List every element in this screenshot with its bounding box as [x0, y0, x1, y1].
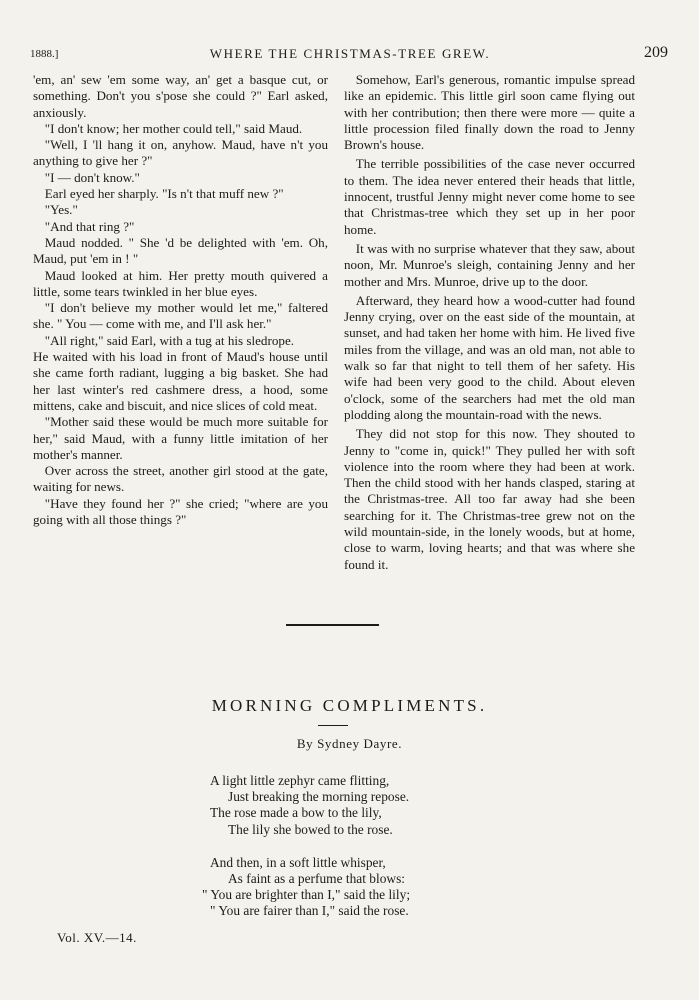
- left-column: [33, 72, 328, 528]
- poem-line: The lily she bowed to the rose.: [228, 821, 393, 837]
- paragraph: Over across the street, another girl stood at the gate, waiting for news.: [33, 463, 328, 495]
- poem-line: A light little zephyr came flitting,: [210, 773, 390, 788]
- paragraph: "I don't believe my mother would let me," faltered she. " You — come with me, and I'll ask her.": [33, 300, 328, 332]
- poem-line: The rose made a bow to the lily,: [210, 805, 382, 821]
- paragraph: "Mother said these would be much more suitable for her," said Maud, with a funny little imitation of her mother's manner.: [33, 414, 328, 462]
- paragraph: "I — don't know.": [44, 169, 140, 185]
- header-title: WHERE THE CHRISTMAS-TREE GREW.: [209, 46, 491, 61]
- header-year: 1888.]: [30, 48, 59, 60]
- paragraph: "Yes.": [44, 202, 78, 218]
- paragraph: 'em, an' sew 'em some way, an' get a basque cut, or something. Don't you s'pose she could ?" Earl asked, anxiously.: [33, 72, 328, 120]
- page-number: 209: [644, 44, 668, 61]
- paragraph: "And that ring ?": [44, 218, 135, 234]
- paragraph: He waited with his load in front of Maud's house until she came forth radiant, lugging a big basket. She had her last winter's red cashmere dress, a hood, some mittens, cake and biscuit, and nice slices of cold meat.: [33, 349, 328, 413]
- poem-line: " You are fairer than I," said the rose.: [210, 903, 409, 919]
- paragraph: Maud nodded. " She 'd be delighted with 'em. Oh, Maud, put 'em in ! ": [33, 234, 328, 267]
- paragraph: "I don't know; her mother could tell," said Maud.: [44, 120, 303, 136]
- paragraph: Earl eyed her sharply. "Is n't that muff new ?": [44, 186, 284, 202]
- section-divider: [286, 624, 379, 626]
- poem-line: As faint as a perfume that blows:: [228, 871, 406, 887]
- paragraph: It was with no surprise whatever that they saw, about noon, Mr. Munroe's sleigh, containing Jenny and her mother and Mrs. Munroe, drive up to the door.: [344, 240, 635, 289]
- volume-footer: Vol. XV.—14.: [57, 930, 137, 945]
- paragraph: Afterward, they heard how a wood-cutter had found Jenny crying, over on the east side of the mountain, at sunset, and had taken her home with him. He lived five miles from the village, and was an old man, not able to walk so far that night to tell them of her safety. His wife had been very good to the child. About eleven o'clock, some of the searchers had met the old man plodding along the mountain-road with the news.: [344, 292, 635, 422]
- right-column: [344, 72, 635, 573]
- paragraph: They did not stop for this now. They shouted to Jenny to "come in, quick!" They pulled her with soft violence into the room where they had been at work. Then the child stood with her hands clasped, staring at the Christmas-tree. All too far away had she been searching for it. The Christmas-tree grew not on the wild mountain-side, in the lonely woods, but at home, close to warm, loving hearts; and that was where she found it.: [344, 426, 635, 572]
- poem-line: " You are brighter than I," said the lily;: [202, 887, 411, 903]
- poem-line: And then, in a soft little whisper,: [210, 854, 386, 870]
- title-rule: [318, 725, 348, 726]
- running-header: [30, 44, 670, 66]
- poem-line: Just breaking the morning repose.: [228, 789, 410, 805]
- poem-title: MORNING COMPLIMENTS.: [211, 696, 488, 715]
- paragraph: "Have they found her ?" she cried; "where are you going with all those things ?": [33, 495, 328, 528]
- stanza: [210, 773, 410, 838]
- paragraph: "All right," said Earl, with a tug at his sledrope.: [44, 332, 295, 348]
- paragraph: "Well, I 'll hang it on, anyhow. Maud, have n't you anything to give her ?": [33, 137, 328, 169]
- paragraph: The terrible possibilities of the case never occurred to them. The idea never entered their heads that little, innocent, trustful Jenny might never come home to see that Christmas-tree which they set up in her poor home.: [344, 156, 635, 237]
- paragraph: Maud looked at him. Her pretty mouth quivered a little, some tears twinkled in her blue eyes.: [33, 267, 328, 299]
- paragraph: Somehow, Earl's generous, romantic impulse spread like an epidemic. This little girl soon came flying out with her contribution; then there were more — quite a little procession filed finally down the road to Jenny Brown's house.: [344, 72, 635, 153]
- stanza: [202, 854, 411, 920]
- poem-body: [202, 773, 411, 937]
- poem-byline: By Sydney Dayre.: [296, 736, 403, 751]
